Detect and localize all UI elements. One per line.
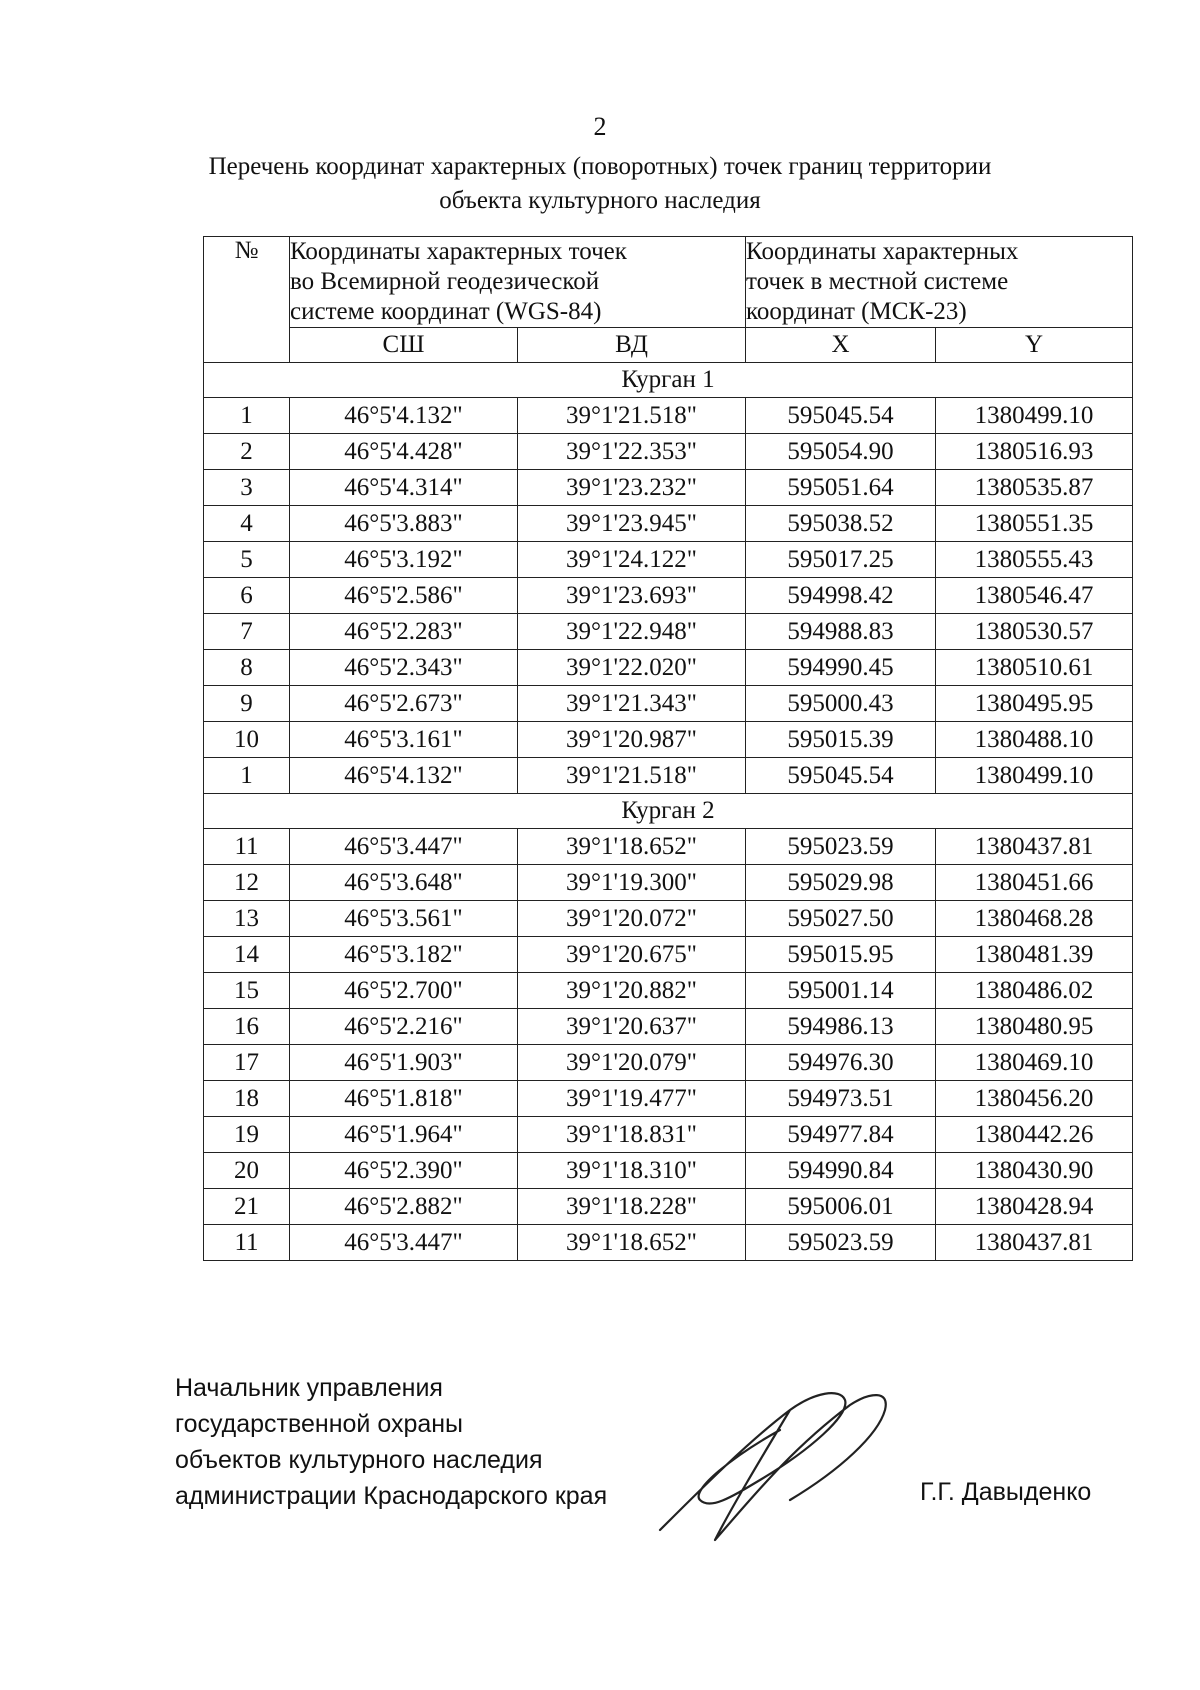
table-row xyxy=(204,1081,1133,1117)
longitude-cell: 39°1'18.228" xyxy=(518,1189,746,1225)
table-row xyxy=(204,937,1133,973)
signatory-line-3: объектов культурного наследия xyxy=(175,1446,543,1474)
longitude-cell: 39°1'20.079" xyxy=(518,1045,746,1081)
longitude-cell: 39°1'23.693" xyxy=(518,578,746,614)
table-row xyxy=(204,614,1133,650)
header-number: № xyxy=(204,237,290,363)
point-number-cell: 1 xyxy=(204,758,290,794)
table-row xyxy=(204,578,1133,614)
x-coordinate-cell: 595001.14 xyxy=(746,973,936,1009)
section-title: Курган 2 xyxy=(204,794,1133,829)
x-coordinate-cell: 595045.54 xyxy=(746,758,936,794)
longitude-cell: 39°1'19.477" xyxy=(518,1081,746,1117)
x-coordinate-cell: 594998.42 xyxy=(746,578,936,614)
latitude-cell: 46°5'3.447" xyxy=(290,1225,518,1261)
latitude-cell: 46°5'3.192" xyxy=(290,542,518,578)
signatory-name: Г.Г. Давыденко xyxy=(920,1478,1092,1506)
table-row xyxy=(204,1045,1133,1081)
x-coordinate-cell: 594990.84 xyxy=(746,1153,936,1189)
table-row xyxy=(204,1117,1133,1153)
y-coordinate-cell: 1380481.39 xyxy=(936,937,1133,973)
point-number-cell: 6 xyxy=(204,578,290,614)
longitude-cell: 39°1'20.987" xyxy=(518,722,746,758)
point-number-cell: 17 xyxy=(204,1045,290,1081)
y-coordinate-cell: 1380442.26 xyxy=(936,1117,1133,1153)
point-number-cell: 15 xyxy=(204,973,290,1009)
longitude-cell: 39°1'20.072" xyxy=(518,901,746,937)
table-row xyxy=(204,829,1133,865)
table-row xyxy=(204,1189,1133,1225)
latitude-cell: 46°5'4.132" xyxy=(290,398,518,434)
header-y: Y xyxy=(936,328,1133,363)
x-coordinate-cell: 595038.52 xyxy=(746,506,936,542)
table-row xyxy=(204,506,1133,542)
y-coordinate-cell: 1380546.47 xyxy=(936,578,1133,614)
section-title: Курган 1 xyxy=(204,363,1133,398)
title-line-2: объекта культурного наследия xyxy=(439,187,761,214)
point-number-cell: 3 xyxy=(204,470,290,506)
longitude-cell: 39°1'18.652" xyxy=(518,829,746,865)
latitude-cell: 46°5'3.648" xyxy=(290,865,518,901)
longitude-cell: 39°1'24.122" xyxy=(518,542,746,578)
section-row xyxy=(204,363,1133,398)
longitude-cell: 39°1'23.232" xyxy=(518,470,746,506)
longitude-cell: 39°1'19.300" xyxy=(518,865,746,901)
header-latitude: СШ xyxy=(290,328,518,363)
signatory-line-2: государственной охраны xyxy=(175,1410,464,1438)
table-row xyxy=(204,865,1133,901)
point-number-cell: 16 xyxy=(204,1009,290,1045)
latitude-cell: 46°5'4.314" xyxy=(290,470,518,506)
y-coordinate-cell: 1380486.02 xyxy=(936,973,1133,1009)
longitude-cell: 39°1'22.948" xyxy=(518,614,746,650)
table-body xyxy=(204,363,1133,1261)
point-number-cell: 21 xyxy=(204,1189,290,1225)
point-number-cell: 5 xyxy=(204,542,290,578)
x-coordinate-cell: 595000.43 xyxy=(746,686,936,722)
y-coordinate-cell: 1380535.87 xyxy=(936,470,1133,506)
latitude-cell: 46°5'1.818" xyxy=(290,1081,518,1117)
x-coordinate-cell: 594986.13 xyxy=(746,1009,936,1045)
y-coordinate-cell: 1380495.95 xyxy=(936,686,1133,722)
coordinates-table xyxy=(203,236,1133,1261)
longitude-cell: 39°1'18.310" xyxy=(518,1153,746,1189)
table-row xyxy=(204,758,1133,794)
header-row xyxy=(204,237,1133,328)
point-number-cell: 11 xyxy=(204,829,290,865)
latitude-cell: 46°5'4.428" xyxy=(290,434,518,470)
table-row xyxy=(204,973,1133,1009)
signatory-position xyxy=(175,1370,607,1514)
signatory-line-4: администрации Краснодарского края xyxy=(175,1482,608,1510)
point-number-cell: 4 xyxy=(204,506,290,542)
x-coordinate-cell: 594973.51 xyxy=(746,1081,936,1117)
table-row xyxy=(204,686,1133,722)
longitude-cell: 39°1'21.343" xyxy=(518,686,746,722)
handwritten-signature xyxy=(640,1380,900,1550)
point-number-cell: 1 xyxy=(204,398,290,434)
x-coordinate-cell: 595029.98 xyxy=(746,865,936,901)
longitude-cell: 39°1'22.020" xyxy=(518,650,746,686)
longitude-cell: 39°1'18.831" xyxy=(518,1117,746,1153)
subheader-row xyxy=(204,328,1133,363)
header-wgs84-line-3: системе координат (WGS-84) xyxy=(290,298,602,325)
point-number-cell: 7 xyxy=(204,614,290,650)
longitude-cell: 39°1'21.518" xyxy=(518,758,746,794)
latitude-cell: 46°5'3.883" xyxy=(290,506,518,542)
latitude-cell: 46°5'2.882" xyxy=(290,1189,518,1225)
point-number-cell: 2 xyxy=(204,434,290,470)
point-number-cell: 12 xyxy=(204,865,290,901)
point-number-cell: 8 xyxy=(204,650,290,686)
longitude-cell: 39°1'21.518" xyxy=(518,398,746,434)
y-coordinate-cell: 1380428.94 xyxy=(936,1189,1133,1225)
document-title xyxy=(150,150,1050,218)
y-coordinate-cell: 1380437.81 xyxy=(936,1225,1133,1261)
y-coordinate-cell: 1380456.20 xyxy=(936,1081,1133,1117)
latitude-cell: 46°5'2.586" xyxy=(290,578,518,614)
x-coordinate-cell: 595017.25 xyxy=(746,542,936,578)
longitude-cell: 39°1'22.353" xyxy=(518,434,746,470)
table-row xyxy=(204,1153,1133,1189)
x-coordinate-cell: 594976.30 xyxy=(746,1045,936,1081)
x-coordinate-cell: 595054.90 xyxy=(746,434,936,470)
header-wgs84-line-1: Координаты характерных точек xyxy=(290,238,627,265)
latitude-cell: 46°5'1.964" xyxy=(290,1117,518,1153)
point-number-cell: 11 xyxy=(204,1225,290,1261)
y-coordinate-cell: 1380530.57 xyxy=(936,614,1133,650)
table-row xyxy=(204,1225,1133,1261)
longitude-cell: 39°1'20.637" xyxy=(518,1009,746,1045)
y-coordinate-cell: 1380437.81 xyxy=(936,829,1133,865)
latitude-cell: 46°5'2.283" xyxy=(290,614,518,650)
latitude-cell: 46°5'2.390" xyxy=(290,1153,518,1189)
point-number-cell: 18 xyxy=(204,1081,290,1117)
table-row xyxy=(204,542,1133,578)
latitude-cell: 46°5'3.561" xyxy=(290,901,518,937)
header-x: X xyxy=(746,328,936,363)
y-coordinate-cell: 1380516.93 xyxy=(936,434,1133,470)
y-coordinate-cell: 1380468.28 xyxy=(936,901,1133,937)
x-coordinate-cell: 594977.84 xyxy=(746,1117,936,1153)
x-coordinate-cell: 595006.01 xyxy=(746,1189,936,1225)
y-coordinate-cell: 1380488.10 xyxy=(936,722,1133,758)
x-coordinate-cell: 594988.83 xyxy=(746,614,936,650)
latitude-cell: 46°5'4.132" xyxy=(290,758,518,794)
point-number-cell: 20 xyxy=(204,1153,290,1189)
x-coordinate-cell: 595023.59 xyxy=(746,1225,936,1261)
x-coordinate-cell: 595023.59 xyxy=(746,829,936,865)
table-row xyxy=(204,650,1133,686)
table-row xyxy=(204,1009,1133,1045)
y-coordinate-cell: 1380451.66 xyxy=(936,865,1133,901)
header-longitude: ВД xyxy=(518,328,746,363)
table-row xyxy=(204,470,1133,506)
latitude-cell: 46°5'3.161" xyxy=(290,722,518,758)
y-coordinate-cell: 1380430.90 xyxy=(936,1153,1133,1189)
header-wgs84-group xyxy=(290,237,746,328)
longitude-cell: 39°1'20.882" xyxy=(518,973,746,1009)
table-row xyxy=(204,901,1133,937)
y-coordinate-cell: 1380551.35 xyxy=(936,506,1133,542)
point-number-cell: 13 xyxy=(204,901,290,937)
x-coordinate-cell: 595045.54 xyxy=(746,398,936,434)
latitude-cell: 46°5'3.447" xyxy=(290,829,518,865)
x-coordinate-cell: 594990.45 xyxy=(746,650,936,686)
y-coordinate-cell: 1380510.61 xyxy=(936,650,1133,686)
x-coordinate-cell: 595027.50 xyxy=(746,901,936,937)
point-number-cell: 14 xyxy=(204,937,290,973)
header-msk23-line-2: точек в местной системе xyxy=(746,268,1009,295)
point-number-cell: 10 xyxy=(204,722,290,758)
table-row xyxy=(204,398,1133,434)
latitude-cell: 46°5'2.343" xyxy=(290,650,518,686)
table-row xyxy=(204,434,1133,470)
longitude-cell: 39°1'18.652" xyxy=(518,1225,746,1261)
longitude-cell: 39°1'23.945" xyxy=(518,506,746,542)
latitude-cell: 46°5'2.700" xyxy=(290,973,518,1009)
latitude-cell: 46°5'1.903" xyxy=(290,1045,518,1081)
latitude-cell: 46°5'3.182" xyxy=(290,937,518,973)
y-coordinate-cell: 1380469.10 xyxy=(936,1045,1133,1081)
section-row xyxy=(204,794,1133,829)
point-number-cell: 19 xyxy=(204,1117,290,1153)
y-coordinate-cell: 1380480.95 xyxy=(936,1009,1133,1045)
y-coordinate-cell: 1380499.10 xyxy=(936,398,1133,434)
point-number-cell: 9 xyxy=(204,686,290,722)
table-row xyxy=(204,722,1133,758)
y-coordinate-cell: 1380499.10 xyxy=(936,758,1133,794)
page-number: 2 xyxy=(593,112,607,141)
x-coordinate-cell: 595015.95 xyxy=(746,937,936,973)
x-coordinate-cell: 595015.39 xyxy=(746,722,936,758)
y-coordinate-cell: 1380555.43 xyxy=(936,542,1133,578)
x-coordinate-cell: 595051.64 xyxy=(746,470,936,506)
title-line-1: Перечень координат характерных (поворотных) точек границ территории xyxy=(208,153,992,180)
latitude-cell: 46°5'2.673" xyxy=(290,686,518,722)
header-msk23-group xyxy=(746,237,1133,328)
latitude-cell: 46°5'2.216" xyxy=(290,1009,518,1045)
header-msk23-line-3: координат (МСК-23) xyxy=(746,298,967,325)
longitude-cell: 39°1'20.675" xyxy=(518,937,746,973)
signatory-line-1: Начальник управления xyxy=(175,1374,443,1402)
header-wgs84-line-2: во Всемирной геодезической xyxy=(290,268,600,295)
header-msk23-line-1: Координаты характерных xyxy=(746,238,1019,265)
